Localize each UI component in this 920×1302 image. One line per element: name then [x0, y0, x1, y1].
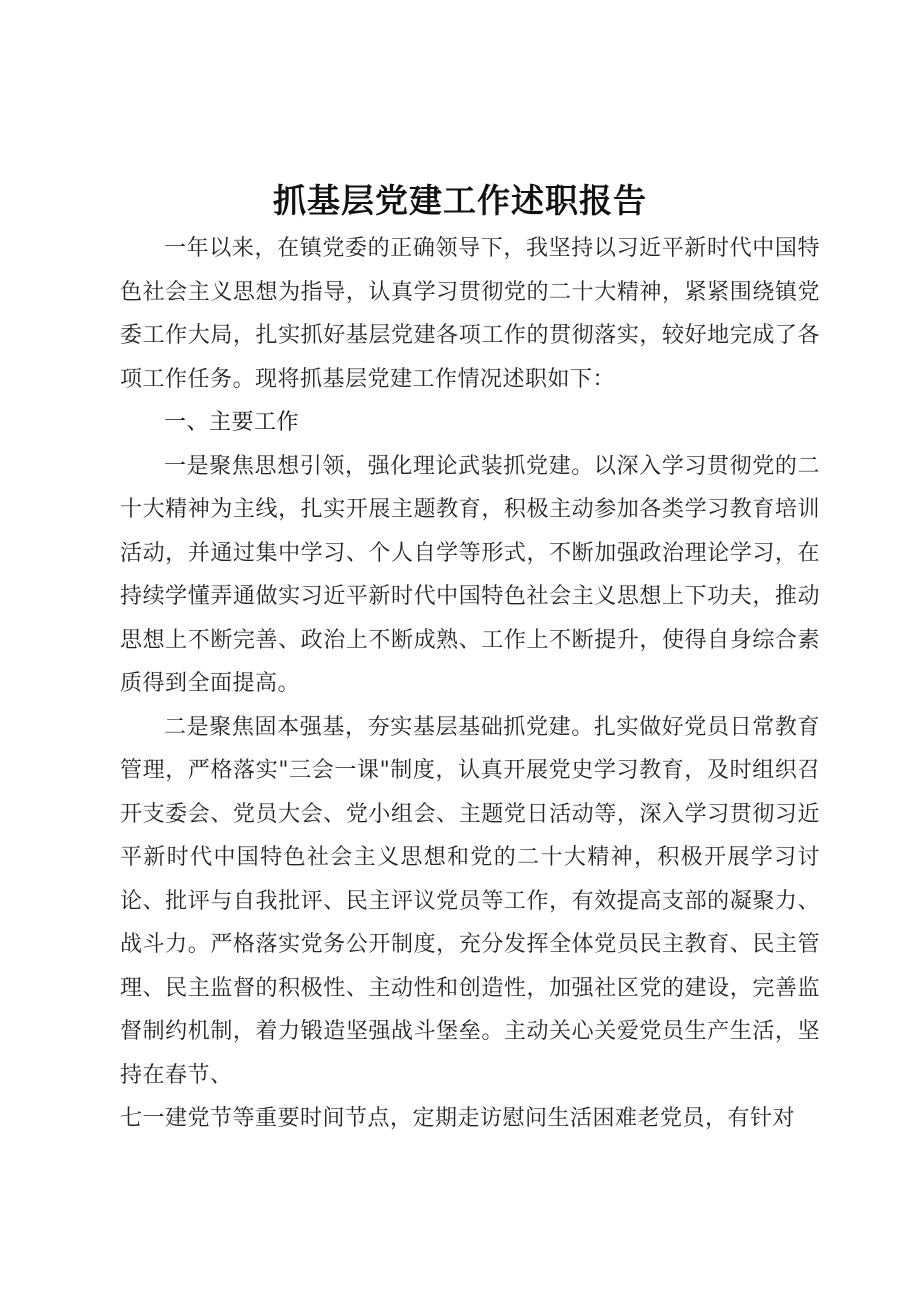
document-title: 抓基层党建工作述职报告: [273, 181, 647, 220]
section-heading-main-work: 一、主要工作: [164, 410, 300, 435]
paragraph-ideological-guidance: 一是聚焦思想引领，强化理论武装抓党建。以深入学习贯彻党的二十大精神为主线，扎实开展主题教育，积极主动参加各类学习教育培训活动，并通过集中学习、个人自学等形式，不断加强政治理论学习，在持续学懂弄通做实习近平新时代中国特色社会主义思想上下功夫，推动思想上不断完善、政治上不断成熟、工作上不断提升，使得自身综合素质得到全面提高。: [120, 453, 820, 696]
paragraph-strengthen-foundation: 二是聚焦固本强基，夯实基层基础抓党建。扎实做好党员日常教育管理，严格落实"三会一课"制度，认真开展党史学习教育，及时组织召开支委会、党员大会、党小组会、主题党日活动等，深入学习贯彻习近平新时代中国特色社会主义思想和党的二十大精神，积极开展学习讨论、批评与自我批评、民主评议党员等工作，有效提高支部的凝聚力、战斗力。严格落实党务公开制度，充分发挥全体党员民主教育、民主管理、民主监督的积极性、主动性和创造性，加强社区党的建设，完善监督制约机制，着力锻造坚强战斗堡垒。主动关心关爱党员生产生活，坚持在春节、: [120, 714, 820, 1088]
paragraph-continuation: 七一建党节等重要时间节点，定期走访慰问生活困难老党员，有针对: [120, 1106, 796, 1131]
intro-paragraph: 一年以来，在镇党委的正确领导下，我坚持以习近平新时代中国特色社会主义思想为指导，认真学习贯彻党的二十大精神，紧紧围绕镇党委工作大局，扎实抓好基层党建各项工作的贯彻落实，较好地完成了各项工作任务。现将抓基层党建工作情况述职如下：: [120, 236, 820, 392]
document-body: [120, 227, 820, 1141]
